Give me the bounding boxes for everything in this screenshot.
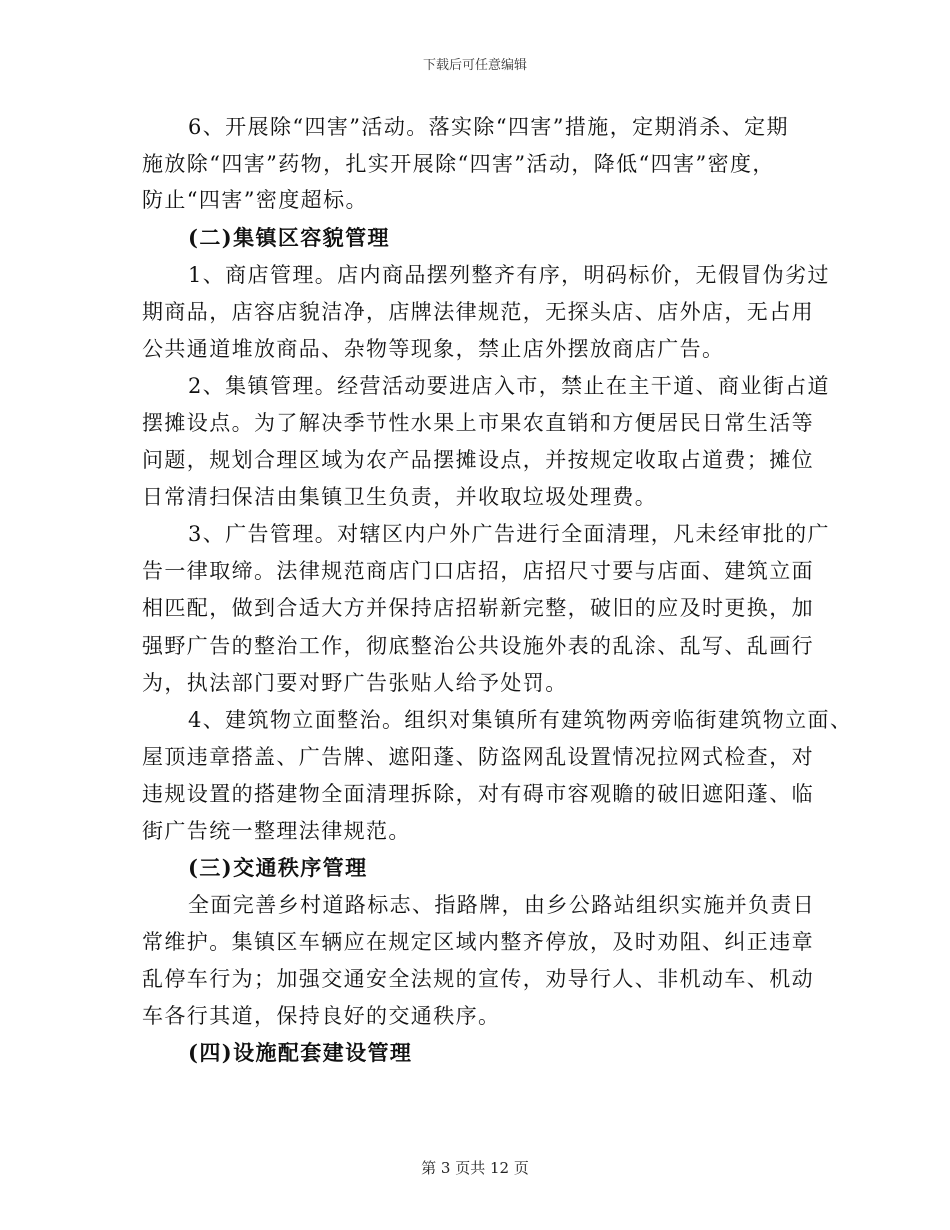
page-number: 第 3 页共 12 页 xyxy=(421,1159,529,1177)
paragraph-line: 3、广告管理。对辖区内户外广告进行全面清理，凡未经审批的广 xyxy=(188,522,830,546)
paragraph-line: 街广告统一整理法律规范。 xyxy=(142,819,411,843)
paragraph-line: 为，执法部门要对野广告张贴人给予处罚。 xyxy=(142,671,568,695)
paragraph-line: 相匹配，做到合适大方并保持店招崭新完整，破旧的应及时更换，加 xyxy=(142,596,814,620)
paragraph-line: 施放除“四害”药物，扎实开展除“四害”活动，降低“四害”密度， xyxy=(142,152,775,176)
section-heading: (四)设施配套建设管理 xyxy=(188,1040,413,1065)
page-header: 下载后可任意编辑 xyxy=(422,58,527,73)
paragraph-line: 防止“四害”密度超标。 xyxy=(142,188,368,212)
section-heading: (二)集镇区容貌管理 xyxy=(188,225,390,250)
paragraph-line: 问题，规划合理区域为农产品摆摊设点，并按规定收取占道费；摊位 xyxy=(142,448,814,472)
paragraph-line: 公共通道堆放商品、杂物等现象，禁止店外摆放商店广告。 xyxy=(142,337,725,361)
paragraph-line: 4、建筑物立面整治。组织对集镇所有建筑物两旁临街建筑物立面、 xyxy=(188,708,853,732)
paragraph-line: 全面完善乡村道路标志、指路牌，由乡公路站组织实施并负责日 xyxy=(188,893,816,917)
paragraph-line: 车各行其道，保持良好的交通秩序。 xyxy=(142,1004,501,1028)
paragraph-line: 2、集镇管理。经营活动要进店入市，禁止在主干道、商业街占道 xyxy=(188,374,830,398)
paragraph-line: 违规设置的搭建物全面清理拆除，对有碍市容观瞻的破旧遮阳蓬、临 xyxy=(142,782,814,806)
paragraph-line: 摆摊设点。为了解决季节性水果上市果农直销和方便居民日常生活等 xyxy=(142,411,814,435)
paragraph-line: 6、开展除“四害”活动。落实除“四害”措施，定期消杀、定期 xyxy=(188,115,789,139)
paragraph-line: 告一律取缔。法律规范商店门口店招，店招尺寸要与店面、建筑立面 xyxy=(142,559,814,583)
paragraph-line: 日常清扫保洁由集镇卫生负责，并收取垃圾处理费。 xyxy=(142,485,658,509)
paragraph-line: 期商品，店容店貌洁净，店牌法律规范，无探头店、店外店，无占用 xyxy=(142,300,814,324)
paragraph-line: 屋顶违章搭盖、广告牌、遮阳蓬、防盗网乱设置情况拉网式检查，对 xyxy=(142,745,814,769)
section-heading: (三)交通秩序管理 xyxy=(188,855,368,880)
paragraph-line: 常维护。集镇区车辆应在规定区域内整齐停放，及时劝阻、纠正违章 xyxy=(142,930,814,954)
paragraph-line: 1、商店管理。店内商品摆列整齐有序，明码标价，无假冒伪劣过 xyxy=(188,263,830,287)
paragraph-line: 强野广告的整治工作，彻底整治公共设施外表的乱涂、乱写、乱画行 xyxy=(142,634,814,658)
paragraph-line: 乱停车行为；加强交通安全法规的宣传，劝导行人、非机动车、机动 xyxy=(142,967,814,991)
